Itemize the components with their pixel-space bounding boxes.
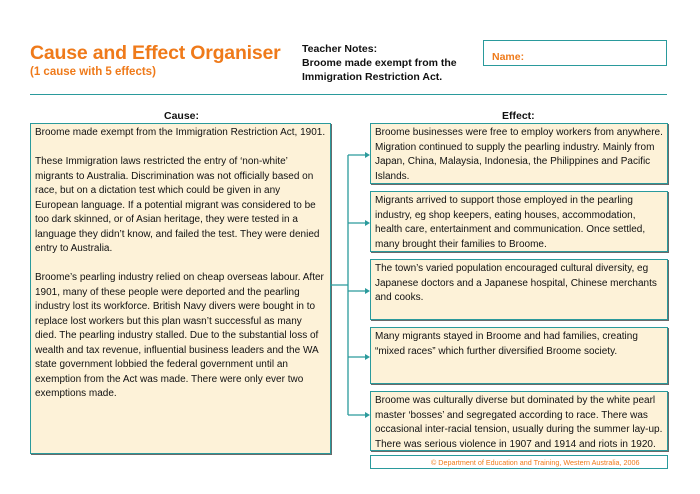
cause-box — [30, 123, 331, 454]
copyright-footer: © Department of Education and Training, Western Australia, 2006 — [370, 455, 668, 469]
cause-paragraph: Broome made exempt from the Immigration Restriction Act, 1901. — [35, 127, 326, 138]
cause-effect-connector — [331, 150, 371, 420]
effect-box-5: Broome was culturally diverse but dominated by the white pearl master ‘bosses’ and segregated according to race. There was occasional inter-racial tension, usually during the summer lay-up. There was serious violence in 1907 and 1914 and riots in 1920. — [370, 391, 668, 451]
effect-box-2: Migrants arrived to support those employed in the pearling industry, eg shop keepers, eating houses, accommodation, health care, entertainment and communication. Once settled, many brought their families to Broome. — [370, 191, 668, 252]
effect-box-3: The town’s varied population encouraged cultural diversity, eg Japanese doctors and a Japanese hospital, Chinese merchants and cooks. — [370, 259, 668, 320]
cause-heading: Cause: — [164, 110, 200, 122]
header-divider — [30, 94, 667, 95]
cause-paragraph: Broome’s pearling industry relied on cheap overseas labour. After 1901, many of these people were deported and the pearling industry lost its workforce. British Navy divers were bought in to replace lost workers but this plan wasn’t successful as many died. The pearling industry stalled. Due to the substantial loss of wealth and tax revenue, influential business leaders and the WA state government lobbied the federal government until an exemption from the Act was made. There were only ever two exemptions made. — [35, 272, 324, 399]
name-field[interactable] — [483, 40, 667, 66]
teacher-notes-text: Broome made exempt from the Immigration Restriction Act. — [302, 57, 457, 83]
page-subtitle: (1 cause with 5 effects) — [30, 66, 156, 78]
effect-box-1: Broome businesses were free to employ workers from anywhere. Migration continued to supply the pearling industry. Mainly from Japan, China, Malaysia, Indonesia, the Philippines and Pacific Islands. — [370, 123, 668, 184]
teacher-notes — [302, 42, 477, 84]
page-title: Cause and Effect Organiser — [30, 42, 281, 64]
cause-paragraph: These Immigration laws restricted the entry of ‘non-white’ migrants to Australia. Discrimination was not officially based on race, but on a dictation test which could be given in any European language. If a potential migrant was considered to be too dark skinned, or of Asian heritage, they were tested in a language they didn’t know, and failed the test. They were denied entry to Australia. — [35, 156, 320, 254]
name-field-label: Name: — [492, 51, 525, 63]
effect-heading: Effect: — [502, 110, 535, 122]
effect-box-4: Many migrants stayed in Broome and had families, creating “mixed races” which further diversified Broome society. — [370, 327, 668, 384]
teacher-notes-label: Teacher Notes: — [302, 43, 378, 55]
